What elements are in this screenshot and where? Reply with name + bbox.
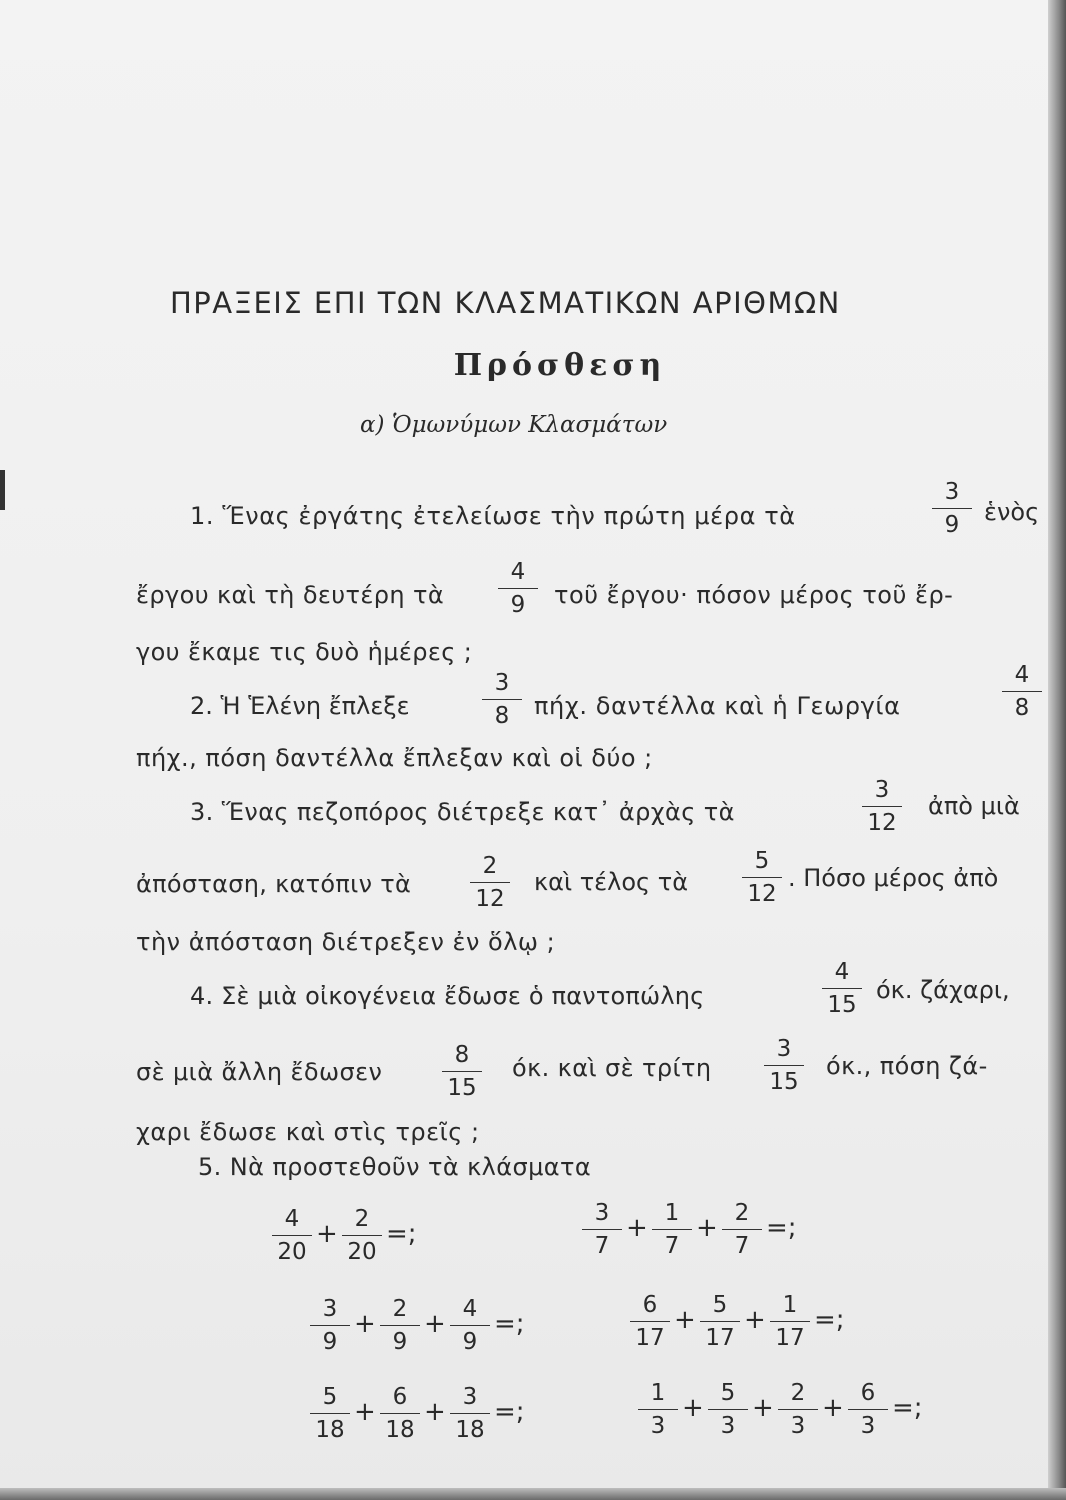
plus-sign: + — [424, 1397, 446, 1427]
fraction-denominator: 3 — [650, 1413, 666, 1439]
fraction-denominator: 17 — [775, 1325, 805, 1351]
fraction-denominator: 7 — [734, 1233, 750, 1259]
plus-sign: + — [674, 1305, 696, 1335]
fraction-numerator: 1 — [650, 1380, 666, 1406]
fraction — [740, 846, 784, 909]
problem-2-line-1-mid: πήχ. δαντέλλα καὶ ἡ Γεωργία — [534, 692, 901, 720]
fraction-denominator: 18 — [385, 1417, 415, 1443]
plus-sign: + — [424, 1309, 446, 1339]
problem-4-line-2-mid: όκ. καὶ σὲ τρίτη — [512, 1054, 712, 1082]
fraction-numerator: 6 — [860, 1380, 876, 1406]
problem-2-line-2: πήχ., πόση δαντέλλα ἔπλεξαν καὶ οἱ δύο ; — [136, 744, 653, 772]
equals-question: =; — [892, 1393, 923, 1423]
fraction — [1000, 660, 1044, 723]
problem-4-line-1: 4. Σὲ μιὰ οἰκογένεια ἔδωσε ὁ παντοπώλης — [190, 982, 705, 1010]
fraction-numerator: 4 — [834, 959, 850, 985]
page-edge-bottom — [0, 1488, 1066, 1500]
chapter-title: ΠΡΑΞΕΙΣ ΕΠΙ ΤΩΝ ΚΛΑΣΜΑΤΙΚΩΝ ΑΡΙΘΜΩΝ — [170, 286, 841, 320]
fraction-numerator: 3 — [776, 1036, 792, 1062]
plus-sign: + — [822, 1393, 844, 1423]
problem-1-line-2: ἔργου καὶ τὴ δευτέρη τὰ — [136, 581, 445, 609]
problem-1-line-1-end: ἑνὸς — [984, 498, 1040, 526]
problem-5-line-1: 5. Νὰ προστεθοῦν τὰ κλάσματα — [198, 1153, 592, 1181]
fraction-numerator: 3 — [494, 670, 510, 696]
fraction — [820, 957, 864, 1020]
fraction — [448, 1294, 492, 1357]
fraction-denominator: 3 — [790, 1413, 806, 1439]
fraction-numerator: 4 — [462, 1296, 478, 1322]
fraction — [768, 1290, 812, 1353]
page-edge-left — [0, 470, 5, 510]
fraction — [580, 1198, 624, 1261]
fraction — [698, 1290, 742, 1353]
fraction-denominator: 17 — [705, 1325, 735, 1351]
problem-3-line-3: τὴν ἀπόσταση διέτρεξεν ἐν ὅλῳ ; — [136, 928, 556, 956]
fraction — [480, 668, 524, 731]
fraction-denominator: 9 — [462, 1329, 478, 1355]
fraction — [308, 1382, 352, 1445]
fraction — [776, 1378, 820, 1441]
fraction-denominator: 20 — [347, 1239, 377, 1265]
fraction-denominator: 18 — [455, 1417, 485, 1443]
fraction — [468, 851, 512, 914]
fraction-denominator: 7 — [664, 1233, 680, 1259]
fraction — [762, 1034, 806, 1097]
fraction-denominator: 17 — [635, 1325, 665, 1351]
fraction-numerator: 8 — [454, 1042, 470, 1068]
plus-sign: + — [744, 1305, 766, 1335]
fraction-numerator: 3 — [462, 1384, 478, 1410]
fraction-denominator: 20 — [277, 1239, 307, 1265]
fraction-numerator: 2 — [392, 1296, 408, 1322]
fraction — [860, 775, 904, 838]
page-edge-right — [1048, 0, 1066, 1500]
fraction-numerator: 2 — [482, 853, 498, 879]
fraction-numerator: 3 — [874, 777, 890, 803]
equals-question: =; — [386, 1219, 417, 1249]
fraction-denominator: 12 — [867, 810, 897, 836]
plus-sign: + — [682, 1393, 704, 1423]
fraction-denominator: 8 — [1014, 695, 1030, 721]
plus-sign: + — [316, 1219, 338, 1249]
fraction-numerator: 3 — [322, 1296, 338, 1322]
fraction — [846, 1378, 890, 1441]
problem-3-line-2-end: . Πόσο μέρος ἀπὸ — [788, 864, 999, 892]
fraction-denominator: 3 — [720, 1413, 736, 1439]
fraction-numerator: 2 — [790, 1380, 806, 1406]
equals-question: =; — [814, 1305, 845, 1335]
fraction — [448, 1382, 492, 1445]
fraction-denominator: 15 — [827, 992, 857, 1018]
fraction-numerator: 4 — [510, 559, 526, 585]
section-heading: Πρόσθεση — [453, 348, 667, 383]
fraction-numerator: 2 — [354, 1206, 370, 1232]
fraction-numerator: 3 — [944, 479, 960, 505]
fraction-numerator: 5 — [712, 1292, 728, 1318]
fraction-numerator: 6 — [392, 1384, 408, 1410]
fraction-numerator: 3 — [594, 1200, 610, 1226]
fraction-denominator: 9 — [510, 592, 526, 618]
fraction — [628, 1290, 672, 1353]
fraction-denominator: 15 — [447, 1075, 477, 1101]
problem-3-line-2: ἀπόσταση, κατόπιν τὰ — [136, 870, 412, 898]
problem-1-line-3: γου ἔκαμε τις δυὸ ἡμέρες ; — [136, 638, 473, 666]
problem-4-line-2-end: όκ., πόση ζά- — [826, 1052, 988, 1080]
fraction-denominator: 9 — [944, 512, 960, 538]
fraction-denominator: 12 — [475, 886, 505, 912]
fraction — [930, 477, 974, 540]
fraction-denominator: 7 — [594, 1233, 610, 1259]
equals-question: =; — [766, 1213, 797, 1243]
fraction — [308, 1294, 352, 1357]
problem-3-line-1-end: ἀπὸ μιὰ — [928, 792, 1020, 820]
fraction-denominator: 12 — [747, 881, 777, 907]
fraction-numerator: 4 — [1014, 662, 1030, 688]
fraction-numerator: 5 — [720, 1380, 736, 1406]
fraction — [706, 1378, 750, 1441]
fraction-denominator: 3 — [860, 1413, 876, 1439]
fraction-denominator: 9 — [322, 1329, 338, 1355]
fraction-denominator: 18 — [315, 1417, 345, 1443]
fraction — [496, 557, 540, 620]
equals-question: =; — [494, 1397, 525, 1427]
problem-4-line-1-end: όκ. ζάχαρι, — [876, 976, 1010, 1004]
fraction-denominator: 15 — [769, 1069, 799, 1095]
problem-1-line-2-end: τοῦ ἔργου· πόσον μέρος τοῦ ἔρ- — [554, 581, 954, 609]
fraction — [378, 1294, 422, 1357]
problem-1-line-1: 1. Ἕνας ἐργάτης ἐτελείωσε τὴν πρώτη μέρα τὰ — [190, 502, 796, 530]
plus-sign: + — [752, 1393, 774, 1423]
plus-sign: + — [354, 1397, 376, 1427]
fraction-denominator: 8 — [494, 703, 510, 729]
fraction — [270, 1204, 314, 1267]
problem-4-line-3: χαρι ἔδωσε καὶ στὶς τρεῖς ; — [136, 1118, 480, 1146]
subsection-heading: α) Ὁμωνύμων Κλασμάτων — [360, 412, 668, 438]
fraction — [440, 1040, 484, 1103]
problem-4-line-2: σὲ μιὰ ἄλλη ἔδωσεν — [136, 1058, 383, 1086]
fraction — [720, 1198, 764, 1261]
fraction — [378, 1382, 422, 1445]
problem-2-line-1: 2. Ἡ Ἑλένη ἔπλεξε — [190, 692, 410, 720]
equals-question: =; — [494, 1309, 525, 1339]
fraction-numerator: 5 — [754, 848, 770, 874]
plus-sign: + — [354, 1309, 376, 1339]
fraction-numerator: 2 — [734, 1200, 750, 1226]
problem-3-line-1: 3. Ἕνας πεζοπόρος διέτρεξε κατ᾽ ἀρχὰς τὰ — [190, 798, 735, 826]
problem-3-line-2-mid: καὶ τέλος τὰ — [534, 868, 689, 896]
plus-sign: + — [696, 1213, 718, 1243]
fraction-denominator: 9 — [392, 1329, 408, 1355]
fraction-numerator: 1 — [664, 1200, 680, 1226]
fraction-numerator: 1 — [782, 1292, 798, 1318]
fraction-numerator: 4 — [284, 1206, 300, 1232]
fraction-numerator: 6 — [642, 1292, 658, 1318]
fraction — [340, 1204, 384, 1267]
fraction — [650, 1198, 694, 1261]
fraction — [636, 1378, 680, 1441]
plus-sign: + — [626, 1213, 648, 1243]
fraction-numerator: 5 — [322, 1384, 338, 1410]
